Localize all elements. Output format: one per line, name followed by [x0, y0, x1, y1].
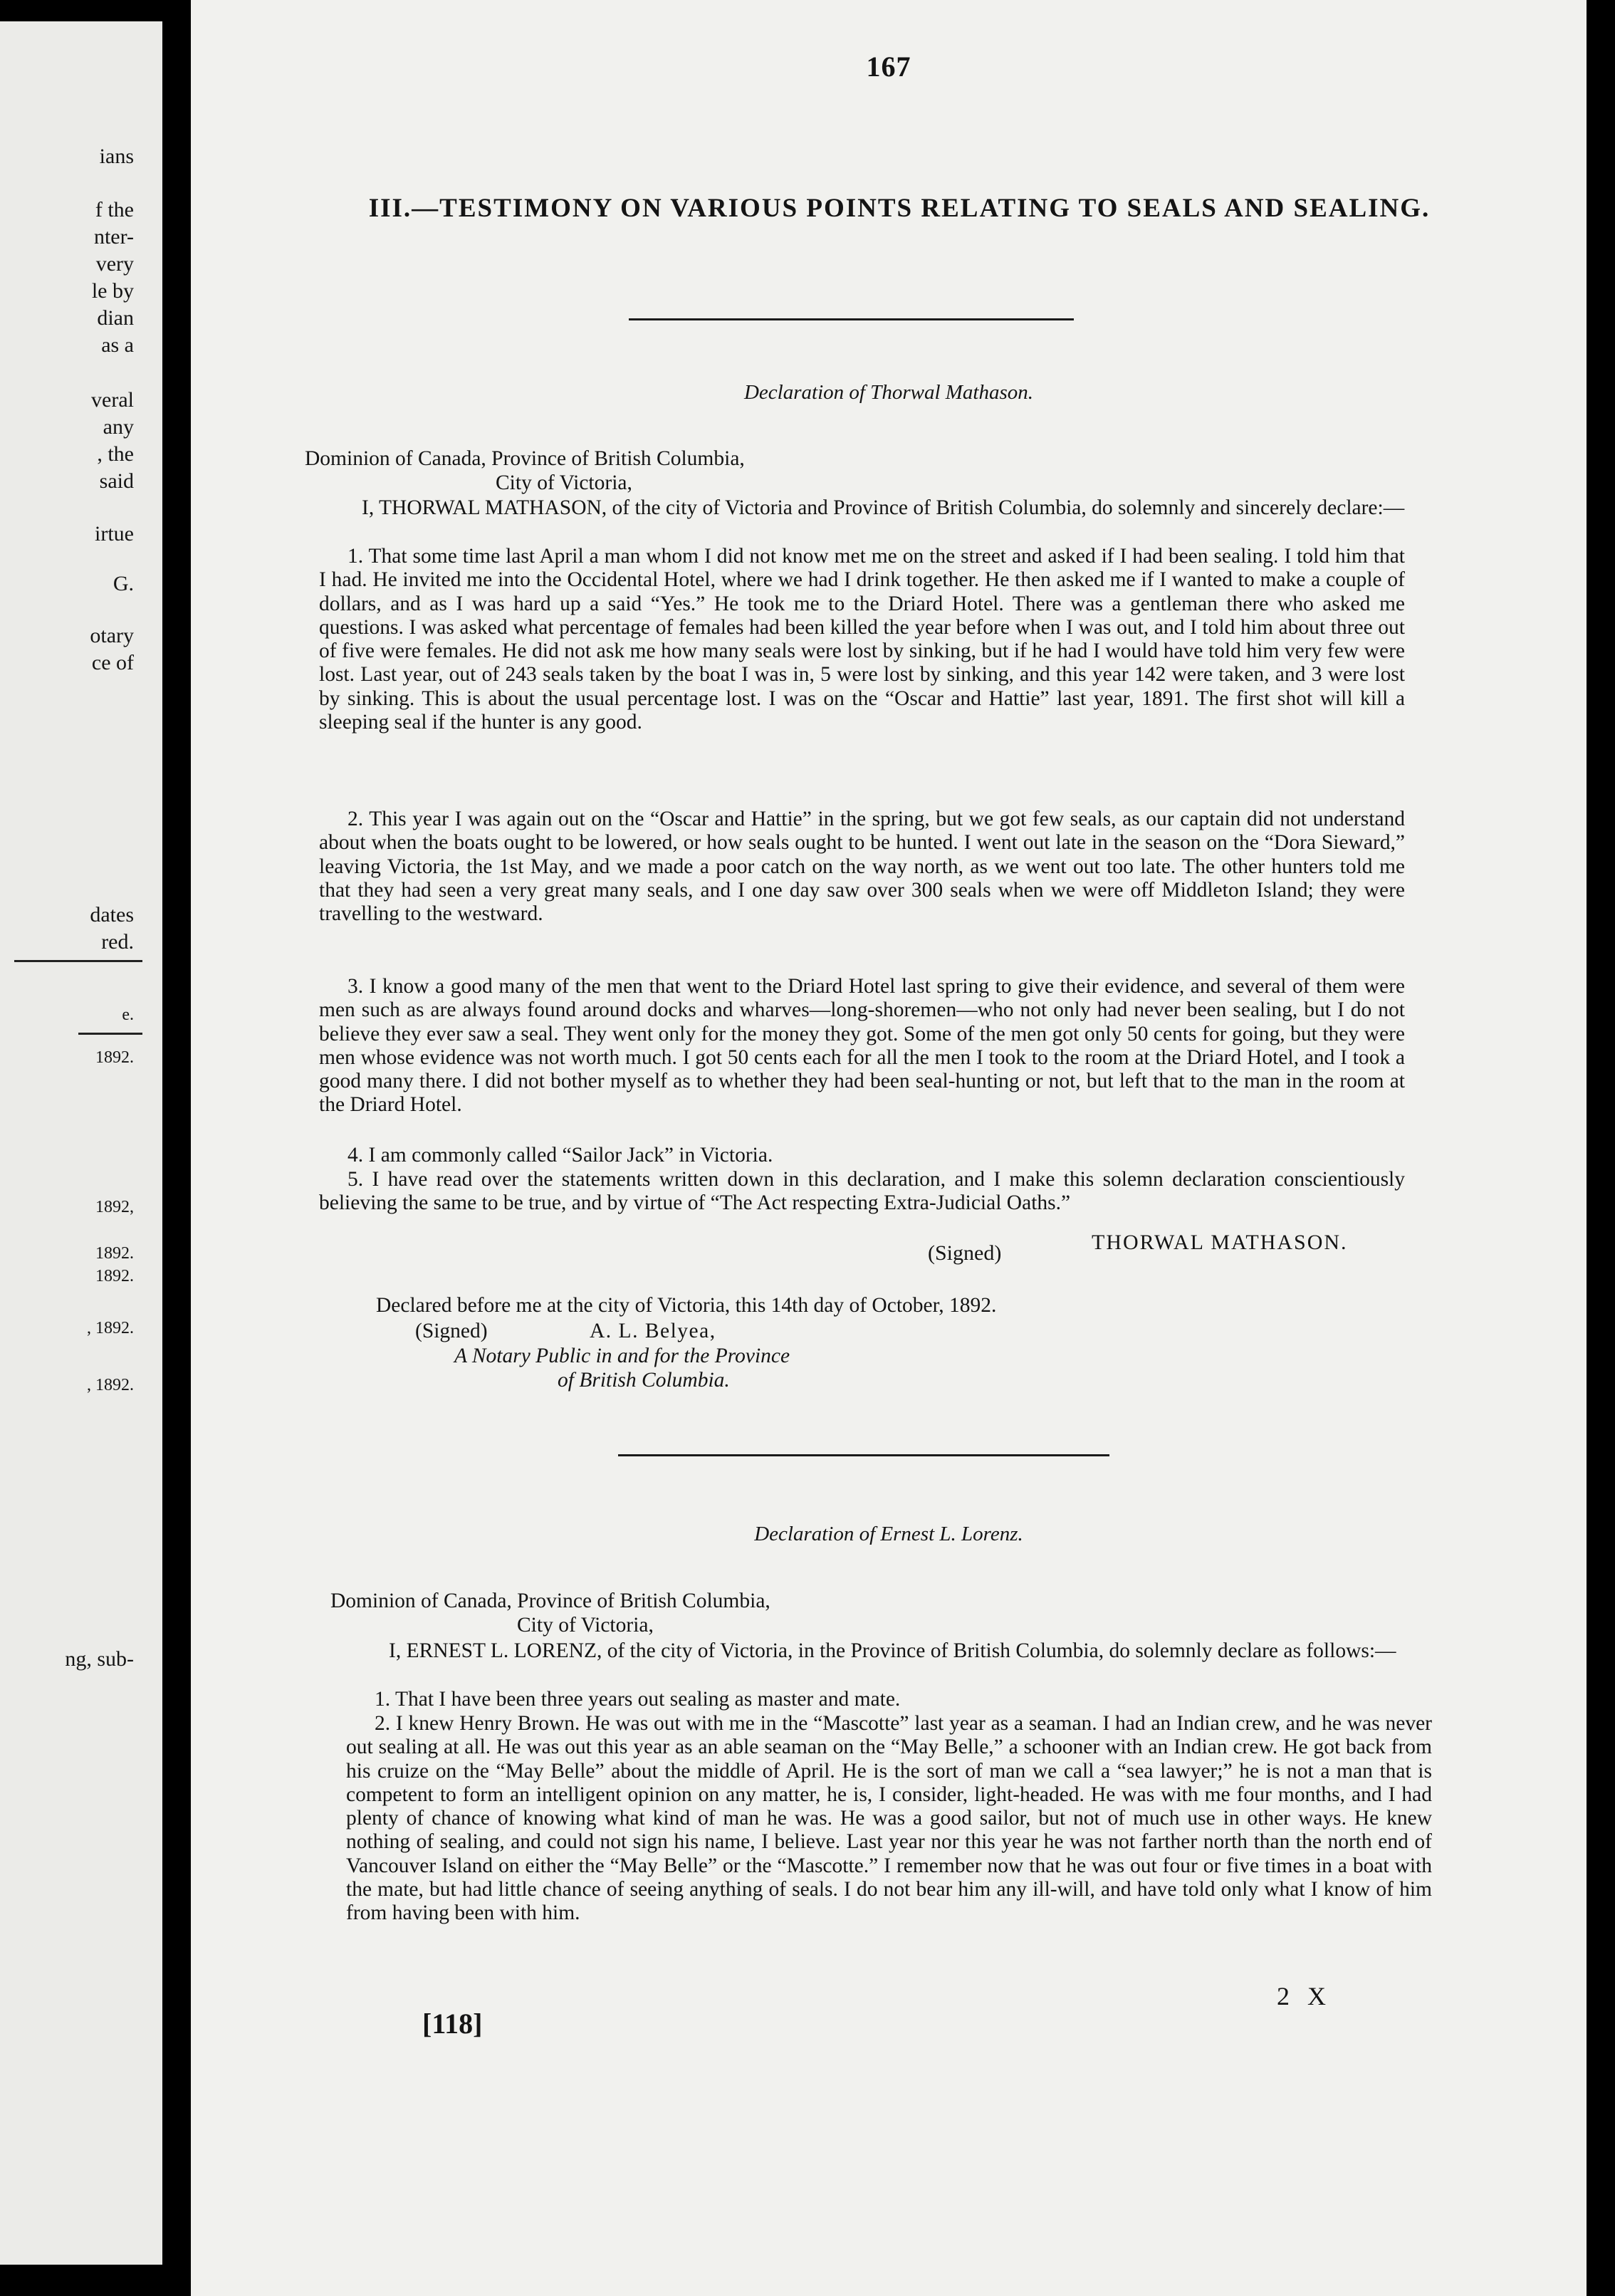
- declaration-paragraph: 2. I knew Henry Brown. He was out with me in the “Mascotte” last year as a seaman. I had an Indian crew, and he was never out sealing at all. He was out this year as an able seaman on the “May Belle,” a schooner with an Indian crew. He got back from his cruize on the “May Belle” about the middle of April. He is the sort of man we call a “sea lawyer;” he is not a man that is competent to form an intelligent opinion on any matter, he is, I consider, light-headed. He was with me four months, and I had plenty of chance of knowing what kind of man he was. He was a good sailor, but not of much use in other ways. He knew nothing of sealing, and could not sign his name, I believe. Last year nor this year he was not farther north than the north end of Vancouver Island on either the “May Belle” or the “Mascotte.” I remember now that he was out four or five times in a boat with the mate, but had little chance of seeing anything of seals. I do not bear him any ill-will, and have told only what I know of him from having been with him.: [346, 1712, 1432, 1925]
- prev-fragment: dian: [97, 306, 134, 330]
- notary-signed-label: (Signed): [415, 1320, 488, 1342]
- prev-fragment: as a: [101, 333, 134, 357]
- prev-fragment: , the: [97, 442, 134, 466]
- prev-fragment: any: [103, 415, 134, 439]
- jurisdiction-line: Dominion of Canada, Province of British Columbia,: [305, 447, 745, 470]
- prev-fragment: red.: [101, 930, 134, 954]
- prev-rule: [78, 1033, 142, 1035]
- declaration-paragraph: 5. I have read over the statements written down in this declaration, and I make this solemn declaration conscientiously believing the same to be true, and by virtue of “The Act respecting Extra-Judicial Oaths.”: [319, 1168, 1405, 1215]
- prev-fragment: , 1892.: [87, 1376, 134, 1394]
- page-right-edge: [1587, 0, 1615, 2296]
- prev-fragment: said: [99, 469, 134, 493]
- prev-fragment: 1892.: [95, 1048, 134, 1067]
- declared-before: Declared before me at the city of Victoria, this 14th day of October, 1892.: [376, 1294, 997, 1317]
- prev-fragment: G.: [113, 572, 134, 595]
- prev-fragment: 1892.: [95, 1267, 134, 1285]
- signatory-name: THORWAL MATHASON.: [1092, 1231, 1348, 1254]
- section-divider: [629, 318, 1074, 320]
- prev-fragment: e.: [122, 1006, 134, 1024]
- notary-name: A. L. Belyea,: [590, 1320, 716, 1342]
- declaration-paragraph: 4. I am commonly called “Sailor Jack” in Victoria.: [347, 1144, 773, 1167]
- declaration-opening: I, ERNEST L. LORENZ, of the city of Victoria, in the Province of British Columbia, do solemnly declare as follows:—: [389, 1639, 1396, 1662]
- jurisdiction-line: City of Victoria,: [517, 1614, 654, 1637]
- signed-label: (Signed): [928, 1241, 1002, 1265]
- prev-rule: [14, 960, 142, 962]
- prev-fragment: le by: [91, 279, 134, 303]
- prev-fragment: very: [95, 252, 134, 276]
- jurisdiction-line: City of Victoria,: [496, 471, 632, 494]
- signature-mark: 2 X: [1277, 1982, 1332, 2010]
- document-page: [191, 0, 1587, 2296]
- declaration-paragraph: 3. I know a good many of the men that went to the Driard Hotel last spring to give their evidence, and several of them were men such as are always found around docks and wharves—long-shoremen—who not only had never been sealing, but I do not believe they ever saw a seal. They went only for the money they got. Some of the men got only 50 cents for going, but they were men whose evidence was not worth much. I got 50 cents each for all the men I took to the room at the Driard Hotel, and I took a good many there. I did not bother myself as to whether they had been seal-hunting or not, but left that to the man in the room at the Driard Hotel.: [319, 975, 1405, 1117]
- section-divider: [618, 1454, 1109, 1456]
- declaration-opening: I, THORWAL MATHASON, of the city of Victoria and Province of British Columbia, do solemnly and sincerely declare:—: [362, 496, 1405, 519]
- declaration-title: Declaration of Thorwal Mathason.: [743, 381, 1033, 404]
- declaration-paragraph: 2. This year I was again out on the “Oscar and Hattie” in the spring, but we got few seals, as our captain did not understand about when the boats ought to be lowered, or how seals ought to be hunted. I went out late in the season on the “Dora Sieward,” leaving Victoria, the 1st May, and we made a poor catch on the way north, as we went out too late. The other hunters told me that they had seen a very great many seals, and I one day saw over 300 seals when we were off Middleton Island; they were travelling to the westward.: [319, 808, 1405, 926]
- prev-fragment: ce of: [91, 651, 134, 674]
- prev-fragment: 1892.: [95, 1244, 134, 1263]
- page-number: 167: [866, 51, 911, 83]
- prev-fragment: irtue: [95, 522, 134, 546]
- section-heading: III.—TESTIMONY ON VARIOUS POINTS RELATING TO SEALS AND SEALING.: [368, 194, 1431, 223]
- page-gutter: [162, 0, 191, 2296]
- declaration-paragraph: 1. That some time last April a man whom I did not know met me on the street and asked if I had been sealing. I told him that I had. He invited me into the Occidental Hotel, where we had I drink together. He then asked me if I wanted to make a couple of dollars, and as I was hard up a said “Yes.” He took me to the Driard Hotel. There was a gentleman there who asked me questions. I was asked what percentage of females had been killed the year before when I was out, and I told him about three out of five were females. He did not ask me how many seals were lost by sinking, but if he had I would have told him very few were lost. Last year, out of 243 seals taken by the boat I was in, 5 were lost by sinking, and this year 142 were taken, and 3 were lost by sinking. This is about the usual percentage lost. I was on the “Oscar and Hattie” last year, 1891. The first shot will kill a sleeping seal if the hunter is any good.: [319, 545, 1405, 734]
- prev-fragment: veral: [91, 388, 134, 412]
- prev-fragment: otary: [90, 624, 134, 647]
- previous-page-edge: [0, 21, 162, 2265]
- declaration-title: Declaration of Ernest L. Lorenz.: [754, 1523, 1023, 1545]
- notary-title: of British Columbia.: [558, 1369, 730, 1392]
- prev-fragment: ng, sub-: [65, 1647, 134, 1671]
- prev-fragment: ians: [99, 145, 134, 168]
- prev-fragment: dates: [90, 903, 134, 927]
- declaration-paragraph: 1. That I have been three years out sealing as master and mate.: [375, 1688, 901, 1711]
- prev-fragment: f the: [95, 198, 134, 221]
- signature-mark: [118]: [422, 2008, 483, 2040]
- notary-title: A Notary Public in and for the Province: [454, 1345, 790, 1367]
- prev-fragment: nter-: [93, 225, 134, 249]
- prev-fragment: , 1892.: [87, 1319, 134, 1337]
- jurisdiction-line: Dominion of Canada, Province of British Columbia,: [330, 1590, 770, 1612]
- prev-fragment: 1892,: [95, 1198, 134, 1216]
